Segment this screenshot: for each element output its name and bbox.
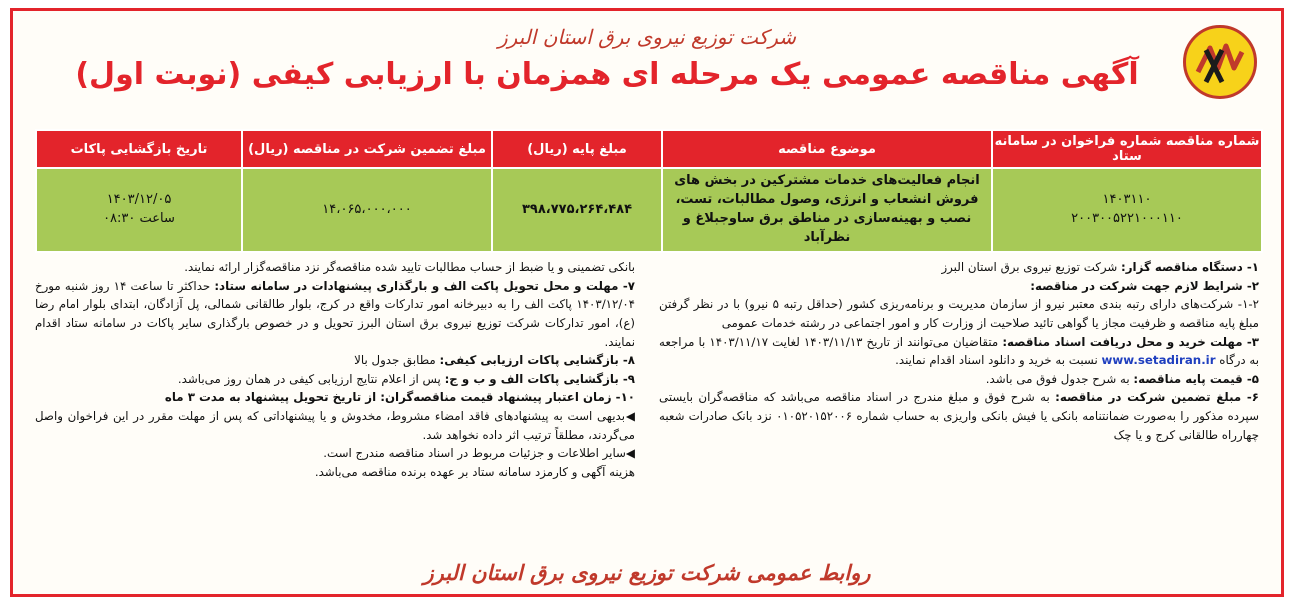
clause-2-1: ۱-۲- شرکت‌های دارای رتبه بندی معتبر نیرو از سازمان مدیریت و برنامه‌ریزی کشور (حداقل رتبه ۵ نیرو) با در نظر گرفتن مبلغ پایه مناقصه و ظرفیت مجاز یا گواهی تائید صلاحیت از وزارت کار و امور اجتماعی در رشته خدمات عمومی xyxy=(659,297,1259,330)
notice-frame xyxy=(10,8,1284,597)
clause-2: ۲- شرایط لازم جهت شرکت در مناقصه: xyxy=(1030,278,1259,293)
cell-base-amount: ۳۹۸،۷۷۵،۲۶۴،۴۸۴ xyxy=(492,168,662,252)
opening-date: ۱۴۰۳/۱۲/۰۵ xyxy=(106,192,172,208)
clause-1: ۱- دستگاه مناقصه گزار: شرکت توزیع نیروی برق استان البرز xyxy=(941,260,1259,274)
clause-7: ۷- مهلت و محل تحویل پاکت الف و بارگذاری پیشنهادات در سامانه ستاد: حداکثر تا ساعت ۱۴ روز شنبه مورخ ۱۴۰۳/۱۲/۰۴ پاکت الف را به دبیرخانه امور تدارکات واقع در کرج، بلوار طالقانی شمالی، پل آزادگان، ابتدای بلوار امام رضا (ع)، امور تدارکات شرکت توزیع نیروی برق استان البرز تحویل و در خصوص بارگذاری سایر پاکات در سامانه ستاد اقدام نمایند. xyxy=(35,278,635,349)
note-1: ◀بدیهی است به پیشنهادهای فاقد امضاء مشروط، مخدوش و یا پیشنهاداتی که پس از مهلت مقرر در این فراخوان واصل می‌گردند، مطلقاً ترتیب اثر داده نخواهد شد. xyxy=(35,409,635,442)
table-row xyxy=(36,168,1262,252)
note-2: ◀سایر اطلاعات و جزئیات مربوط در اسناد مناقصه مندرج است. xyxy=(323,446,635,461)
header-tender-number: شماره مناقصه شماره فراخوان در سامانه ستاد xyxy=(992,130,1262,168)
clause-6: ۶- مبلغ تضمین شرکت در مناقصه: به شرح فوق و مبلغ مندرج در اسناد مناقصه می‌باشد که مناقصه‌گران بایستی سپرده مذکور را به‌صورت ضمانتنامه بانکی یا فیش بانکی واریزی به حساب شماره ۰۱۰۵۲۰۱۵۲۰۰۶ نزد بانک صادرات شعبه چهارراه طالقانی کرج و یا چک xyxy=(659,390,1259,442)
clause-5: ۵- قیمت پایه مناقصه: به شرح جدول فوق می باشد. xyxy=(985,371,1259,386)
page-title: آگهی مناقصه عمومی یک مرحله ای همزمان با ارزیابی کیفی (نوبت اول) xyxy=(75,57,1139,92)
company-name-script: شرکت توزیع نیروی برق استان البرز xyxy=(497,25,797,49)
clause-9: ۹- بازگشایی پاکات الف و ب و ج: پس از اعلام نتایج ارزیابی کیفی در همان روز می‌باشد. xyxy=(177,371,635,386)
cell-subject: انجام فعالیت‌های خدمات مشترکین در بخش های فروش انشعاب و انرژی، وصول مطالبات، تست، نصب و بهینه‌سازی در مناطق برق ساوجبلاغ و نظرآباد xyxy=(662,168,992,252)
clause-8: ۸- بازگشایی پاکات ارزیابی کیفی: مطابق جدول بالا xyxy=(354,353,635,368)
footer-public-relations: روابط عمومی شرکت توزیع نیروی برق استان البرز xyxy=(423,561,871,585)
header-subject: موضوع مناقصه xyxy=(662,130,992,168)
header-guarantee-amount: مبلغ تضمین شرکت در مناقصه (ریال) xyxy=(242,130,492,168)
clause-10: ۱۰- زمان اعتبار پیشنهاد قیمت مناقصه‌گران: از تاریخ تحویل پیشنهاد به مدت ۳ ماه xyxy=(164,390,635,405)
table-header-row xyxy=(36,130,1262,168)
setad-link[interactable]: www.setadiran.ir xyxy=(1101,353,1216,368)
clause-6-cont: بانکی تضمینی و یا ضبط از حساب مطالبات تایید شده مناقصه‌گر نزد مناقصه‌گزار ارائه نمایند. xyxy=(184,260,635,274)
opening-time: ساعت ۰۸:۳۰ xyxy=(103,211,175,226)
cell-tender-number xyxy=(992,168,1262,252)
header-base-amount: مبلغ پایه (ریال) xyxy=(492,130,662,168)
clause-3: ۳- مهلت خرید و محل دریافت اسناد مناقصه: متقاضیان می‌توانند از تاریخ ۱۴۰۳/۱۱/۱۳ لغایت ۱۴۰۳/۱۱/۱۷ با مراجعه به درگاه www.setadiran.ir نسبت به خرید و دانلود اسناد اقدام نمایند. xyxy=(659,334,1259,368)
setad-number: ۲۰۰۳۰۰۵۲۲۱۰۰۰۱۱۰ xyxy=(1071,211,1183,226)
left-column xyxy=(35,258,635,482)
notice-body xyxy=(35,258,1259,548)
right-column xyxy=(659,258,1259,444)
cell-guarantee-amount: ۱۴،۰۶۵،۰۰۰،۰۰۰ xyxy=(242,168,492,252)
header-opening-date: تاریخ بازگشایی پاکات xyxy=(36,130,242,168)
tender-number: ۱۴۰۳۱۱۰ xyxy=(1102,192,1152,208)
cell-opening-date xyxy=(36,168,242,252)
note-3: هزینه آگهی و کارمزد سامانه ستاد بر عهده برنده مناقصه می‌باشد. xyxy=(314,464,635,479)
tender-table xyxy=(35,129,1263,253)
